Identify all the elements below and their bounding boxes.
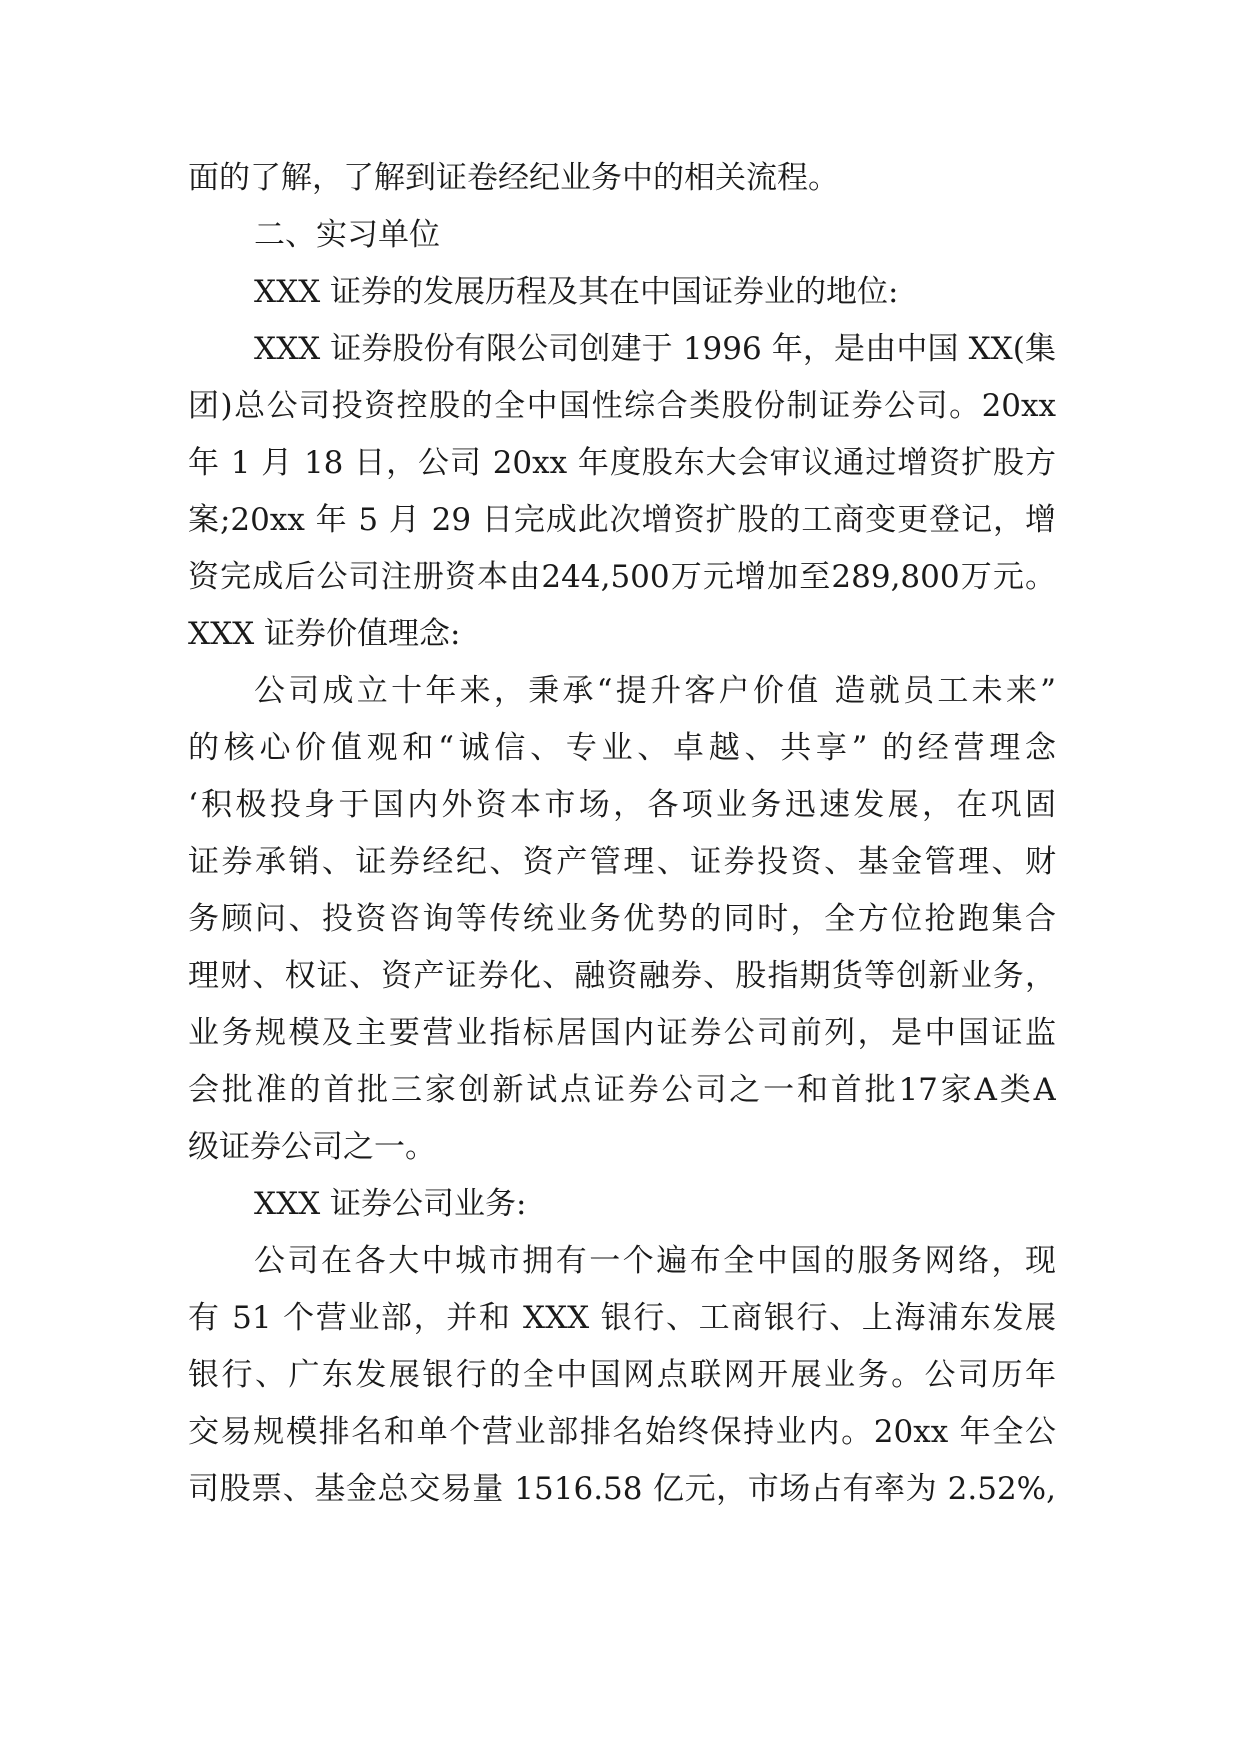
- text-line: 公司在各大中城市拥有一个遍布全中国的服务网络，现: [254, 1243, 1056, 1279]
- text-line: ‘积极投身于国内外资本市场，各项业务迅速发展，在巩固: [188, 787, 1056, 823]
- document-page: [188, 150, 1056, 1518]
- text-line: 二、实习单位: [254, 217, 440, 253]
- text-line: 有 51 个营业部，并和 XXX 银行、工商银行、上海浦东发展: [188, 1300, 1056, 1336]
- text-line: 团)总公司投资控股的全中国性综合类股份制证券公司。20xx: [188, 388, 1056, 424]
- text-line: 级证券公司之一。: [188, 1129, 436, 1165]
- text-line: 会批准的首批三家创新试点证券公司之一和首批17家A类A: [188, 1072, 1056, 1108]
- text-line: 交易规模排名和单个营业部排名始终保持业内。20xx 年全公: [188, 1414, 1056, 1450]
- text-line: 司股票、基金总交易量 1516.58 亿元，市场占有率为 2.52%,: [188, 1471, 1056, 1507]
- text-line: XXX 证券股份有限公司创建于 1996 年，是由中国 XX(集: [254, 331, 1056, 367]
- text-line: 年 1 月 18 日，公司 20xx 年度股东大会审议通过增资扩股方: [188, 445, 1056, 481]
- text-line: 证券承销、证券经纪、资产管理、证券投资、基金管理、财: [188, 844, 1056, 880]
- text-line: 公司成立十年来，秉承“提升客户价值 造就员工未来”: [254, 673, 1056, 709]
- text-line: 的核心价值观和“诚信、专业、卓越、共享” 的经营理念: [188, 730, 1056, 766]
- text-line: XXX 证券的发展历程及其在中国证券业的地位:: [254, 274, 899, 310]
- text-line: 业务规模及主要营业指标居国内证券公司前列，是中国证监: [188, 1015, 1056, 1051]
- text-line: 理财、权证、资产证券化、融资融券、股指期货等创新业务，: [188, 958, 1056, 994]
- text-line: 资完成后公司注册资本由244,500万元增加至289,800万元。: [188, 559, 1056, 595]
- text-line: 案;20xx 年 5 月 29 日完成此次增资扩股的工商变更登记，增: [188, 502, 1056, 538]
- text-line: 务顾问、投资咨询等传统业务优势的同时，全方位抢跑集合: [188, 901, 1056, 937]
- text-line: 银行、广东发展银行的全中国网点联网开展业务。公司历年: [188, 1357, 1056, 1393]
- text-line: 面的了解，了解到证卷经纪业务中的相关流程。: [188, 160, 839, 196]
- text-line: XXX 证券价值理念:: [188, 616, 461, 652]
- text-line: XXX 证券公司业务:: [254, 1186, 527, 1222]
